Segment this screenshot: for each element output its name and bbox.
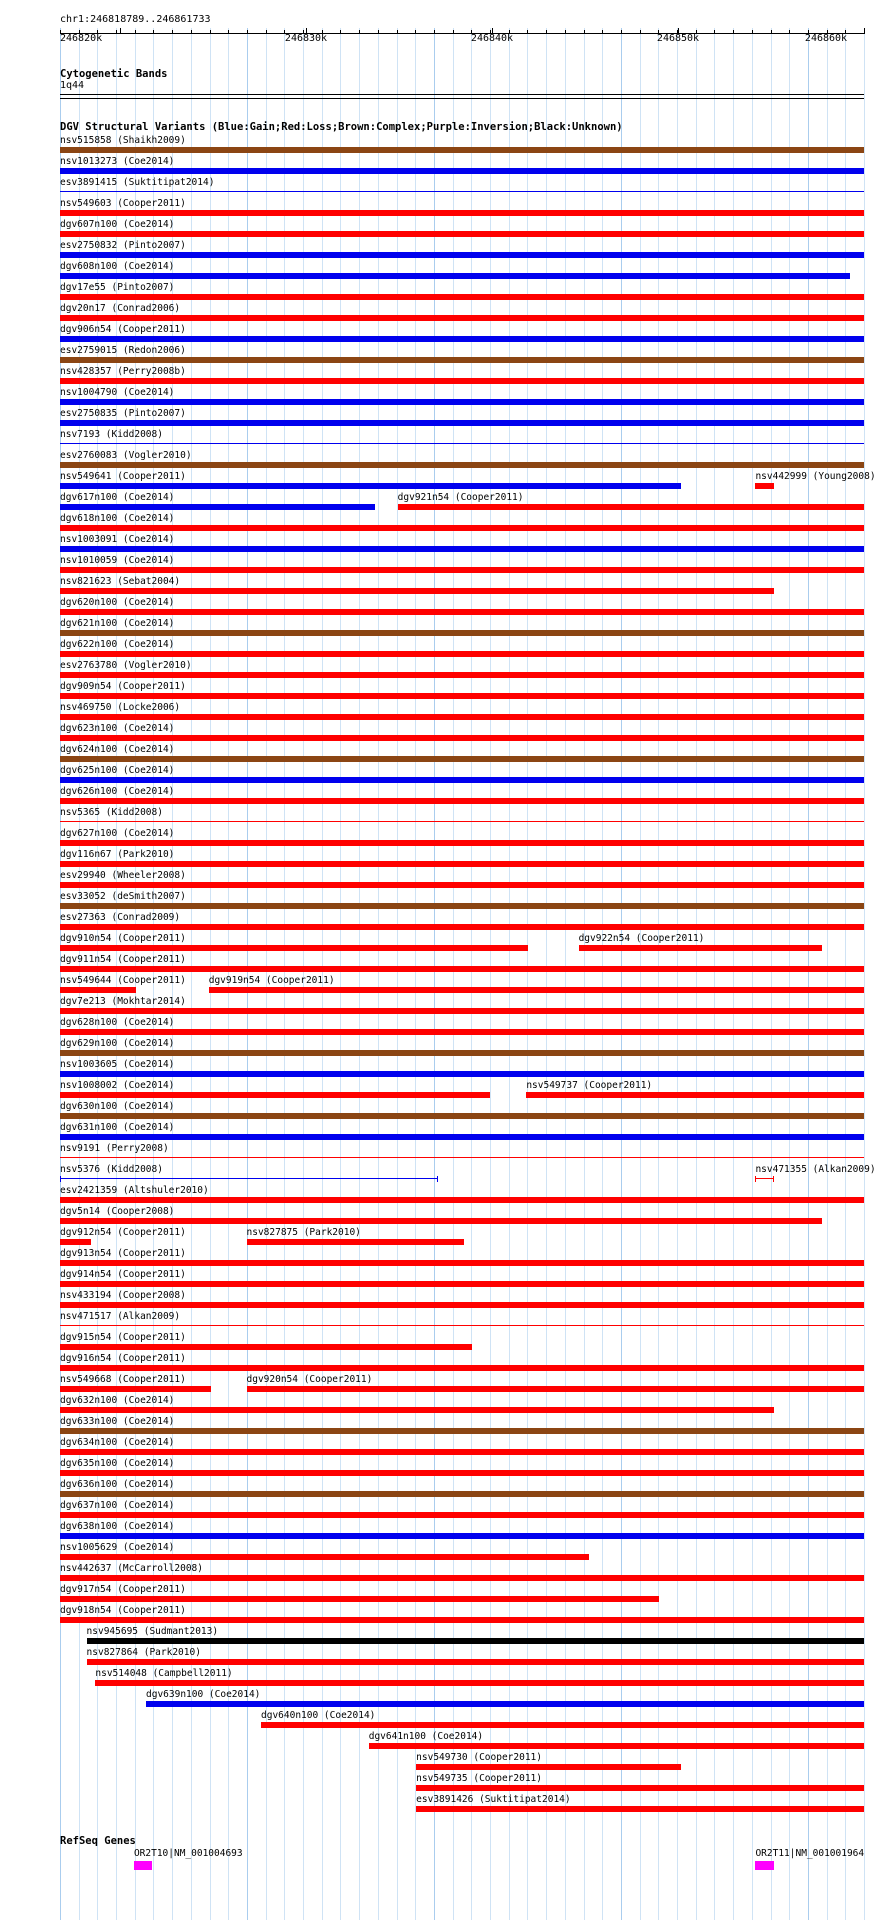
variant-label[interactable]: dgv912n54 (Cooper2011) (60, 1227, 186, 1238)
variant-label[interactable]: dgv636n100 (Coe2014) (60, 1479, 175, 1490)
ruler-tick (733, 30, 734, 34)
grid-line (527, 28, 528, 1920)
variant-label[interactable]: nsv549737 (Cooper2011) (526, 1080, 653, 1091)
variant-bar[interactable] (60, 798, 864, 804)
variant-label[interactable]: dgv640n100 (Coe2014) (261, 1710, 376, 1721)
variant-bar[interactable] (60, 378, 864, 384)
variant-label[interactable]: esv3891426 (Suktitipat2014) (416, 1794, 571, 1805)
variant-label[interactable]: dgv633n100 (Coe2014) (60, 1416, 175, 1427)
variant-label[interactable]: dgv626n100 (Coe2014) (60, 786, 175, 797)
variant-label[interactable]: dgv918n54 (Cooper2011) (60, 1605, 186, 1616)
variant-bar[interactable] (60, 735, 864, 741)
ruler-tick (640, 30, 641, 34)
variant-label[interactable]: dgv632n100 (Coe2014) (60, 1395, 175, 1406)
grid-line (397, 28, 398, 1920)
variant-label[interactable]: nsv549641 (Cooper2011) (60, 471, 186, 482)
variant-bar[interactable] (60, 945, 528, 951)
grid-line (827, 28, 828, 1920)
variant-bar[interactable] (60, 651, 864, 657)
ruler-tick (771, 30, 772, 34)
variant-label[interactable]: nsv821623 (Sebat2004) (60, 576, 181, 587)
grid-line (864, 28, 865, 1920)
variant-bar[interactable] (60, 1407, 774, 1413)
variant-label[interactable]: dgv922n54 (Cooper2011) (578, 933, 705, 944)
variant-bar[interactable] (755, 483, 773, 489)
ruler-tick (546, 30, 547, 34)
variant-bar[interactable] (60, 483, 681, 489)
cytoband-line (60, 94, 864, 95)
variant-bar[interactable] (60, 609, 864, 615)
grid-line (378, 28, 379, 1920)
variant-bar[interactable] (416, 1806, 864, 1812)
variant-bar[interactable] (60, 630, 864, 636)
variant-label[interactable]: dgv7e213 (Mokhtar2014) (60, 996, 186, 1007)
variant-label[interactable]: nsv549735 (Cooper2011) (416, 1773, 543, 1784)
variant-bar[interactable] (416, 1764, 681, 1770)
variant-label[interactable]: nsv1008002 (Coe2014) (60, 1080, 175, 1091)
ruler-tick-label: 246840k (470, 33, 514, 44)
variant-bar[interactable] (247, 1386, 864, 1392)
variant-bar[interactable] (60, 1554, 589, 1560)
dgv-track-title: DGV Structural Variants (Blue:Gain;Red:Loss;Brown:Complex;Purple:Inversion;Black:Unknown) (60, 121, 623, 133)
variant-end-tick (773, 1176, 774, 1182)
variant-bar[interactable] (209, 987, 864, 993)
ruler-tick (378, 30, 379, 34)
ruler-tick (752, 30, 753, 34)
ruler-tick (415, 30, 416, 34)
variant-bar[interactable] (60, 525, 864, 531)
gene-label[interactable]: OR2T10|NM_001004693 (133, 1848, 243, 1859)
ruler-major-tick (864, 28, 865, 34)
variant-label[interactable]: nsv1010059 (Coe2014) (60, 555, 175, 566)
variant-label[interactable]: nsv471517 (Alkan2009) (60, 1311, 181, 1322)
variant-bar[interactable] (60, 588, 774, 594)
variant-label[interactable]: dgv5n14 (Cooper2008) (60, 1206, 175, 1217)
grid-line (247, 28, 248, 1920)
variant-bar[interactable] (60, 903, 864, 909)
variant-bar[interactable] (60, 1617, 864, 1623)
grid-line (228, 28, 229, 1920)
ruler-tick (340, 30, 341, 34)
variant-bar[interactable] (416, 1785, 864, 1791)
grid-line (677, 28, 678, 1920)
variant-label[interactable]: nsv428357 (Perry2008b) (60, 366, 186, 377)
variant-bar[interactable] (60, 1386, 211, 1392)
variant-label[interactable]: dgv620n100 (Coe2014) (60, 597, 175, 608)
variant-label[interactable]: esv33052 (deSmith2007) (60, 891, 186, 902)
variant-bar[interactable] (60, 1428, 864, 1434)
variant-bar[interactable] (60, 462, 864, 468)
variant-bar[interactable] (60, 1344, 472, 1350)
variant-bar[interactable] (60, 443, 864, 444)
gene-label[interactable]: OR2T11|NM_001001964 (755, 1848, 865, 1859)
variant-bar[interactable] (60, 336, 864, 342)
variant-label[interactable]: nsv5365 (Kidd2008) (60, 807, 163, 818)
variant-end-tick (755, 1176, 756, 1182)
grid-line (789, 28, 790, 1920)
ruler-tick-label: 246860k (804, 33, 848, 44)
variant-label[interactable]: nsv5376 (Kidd2008) (60, 1164, 163, 1175)
grid-line (714, 28, 715, 1920)
variant-bar[interactable] (60, 966, 864, 972)
variant-label[interactable]: nsv1003091 (Coe2014) (60, 534, 175, 545)
variant-end-tick (437, 1176, 438, 1182)
variant-bar[interactable] (60, 1008, 864, 1014)
grid-line (471, 28, 472, 1920)
variant-bar[interactable] (60, 1239, 91, 1245)
variant-label[interactable]: dgv638n100 (Coe2014) (60, 1521, 175, 1532)
variant-bar[interactable] (60, 273, 850, 279)
variant-label[interactable]: esv2750835 (Pinto2007) (60, 408, 186, 419)
ruler-tick (135, 30, 136, 34)
variant-label[interactable]: nsv433194 (Cooper2008) (60, 1290, 186, 1301)
variant-label[interactable]: esv29940 (Wheeler2008) (60, 870, 186, 881)
variant-bar[interactable] (261, 1722, 864, 1728)
variant-label[interactable]: dgv637n100 (Coe2014) (60, 1500, 175, 1511)
grid-line (490, 28, 491, 1920)
ruler-tick-label: 246820k (60, 33, 103, 44)
variant-label[interactable]: nsv549668 (Cooper2011) (60, 1374, 186, 1385)
variant-bar[interactable] (579, 945, 823, 951)
variant-label[interactable]: dgv913n54 (Cooper2011) (60, 1248, 186, 1259)
variant-label[interactable]: nsv945695 (Sudmant2013) (86, 1626, 219, 1637)
grid-line (284, 28, 285, 1920)
variant-bar[interactable] (60, 1071, 864, 1077)
grid-line (845, 28, 846, 1920)
variant-bar[interactable] (60, 1281, 864, 1287)
grid-line (584, 28, 585, 1920)
cytoband-track-title: Cytogenetic Bands (60, 68, 168, 80)
variant-bar[interactable] (60, 714, 864, 720)
ruler-tick (453, 30, 454, 34)
variant-bar[interactable] (60, 1575, 864, 1581)
variant-bar[interactable] (60, 1113, 864, 1119)
variant-label[interactable]: dgv624n100 (Coe2014) (60, 744, 175, 755)
variant-bar[interactable] (60, 1197, 864, 1203)
grid-line (546, 28, 547, 1920)
cytoband-label: 1q44 (60, 80, 85, 91)
variant-bar[interactable] (60, 1157, 864, 1158)
variant-label[interactable]: dgv641n100 (Coe2014) (368, 1731, 484, 1742)
grid-line (640, 28, 641, 1920)
variant-label[interactable]: nsv827875 (Park2010) (246, 1227, 361, 1238)
variant-bar[interactable] (60, 357, 864, 363)
grid-line (453, 28, 454, 1920)
variant-bar[interactable] (60, 1134, 864, 1140)
variant-bar[interactable] (60, 1533, 864, 1539)
variant-label[interactable]: dgv917n54 (Cooper2011) (60, 1584, 186, 1595)
ruler-major-tick (120, 28, 121, 34)
variant-bar[interactable] (60, 504, 375, 510)
variant-label[interactable]: dgv607n100 (Coe2014) (60, 219, 175, 230)
variant-bar[interactable] (60, 1470, 864, 1476)
variant-label[interactable]: dgv639n100 (Coe2014) (146, 1689, 261, 1700)
variant-label[interactable]: nsv469750 (Locke2006) (60, 702, 181, 713)
variant-label[interactable]: dgv920n54 (Cooper2011) (246, 1374, 373, 1385)
variant-label[interactable]: nsv442999 (Young2008) (755, 471, 876, 482)
variant-label[interactable]: nsv549730 (Cooper2011) (416, 1752, 543, 1763)
variant-label[interactable]: dgv20n17 (Conrad2006) (60, 303, 181, 314)
grid-line (509, 28, 510, 1920)
variant-label[interactable]: dgv628n100 (Coe2014) (60, 1017, 175, 1028)
variant-bar[interactable] (60, 1050, 864, 1056)
variant-label[interactable]: dgv622n100 (Coe2014) (60, 639, 175, 650)
variant-bar[interactable] (60, 882, 864, 888)
variant-label[interactable]: nsv1005629 (Coe2014) (60, 1542, 175, 1553)
variant-bar[interactable] (87, 1638, 864, 1644)
ruler-tick-label: 246830k (284, 33, 328, 44)
variant-label[interactable]: dgv623n100 (Coe2014) (60, 723, 175, 734)
grid-line (771, 28, 772, 1920)
variant-bar[interactable] (60, 1218, 822, 1224)
variant-bar[interactable] (60, 315, 864, 321)
variant-bar[interactable] (60, 924, 864, 930)
variant-bar[interactable] (60, 1325, 864, 1326)
variant-label[interactable]: dgv915n54 (Cooper2011) (60, 1332, 186, 1343)
ruler-tick (584, 30, 585, 34)
grid-line (602, 28, 603, 1920)
variant-bar[interactable] (60, 840, 864, 846)
variant-label[interactable]: dgv617n100 (Coe2014) (60, 492, 175, 503)
gene-feature[interactable] (755, 1861, 773, 1870)
variant-bar[interactable] (60, 987, 136, 993)
variant-bar[interactable] (60, 1302, 864, 1308)
grid-line (621, 28, 622, 1920)
variant-label[interactable]: nsv515858 (Shaikh2009) (60, 135, 186, 146)
ruler-tick (621, 30, 622, 34)
variant-label[interactable]: nsv549644 (Cooper2011) (60, 975, 186, 986)
variant-label[interactable]: dgv621n100 (Coe2014) (60, 618, 175, 629)
grid-line (303, 28, 304, 1920)
variant-label[interactable]: dgv906n54 (Cooper2011) (60, 324, 186, 335)
variant-label[interactable]: dgv911n54 (Cooper2011) (60, 954, 186, 965)
variant-bar[interactable] (60, 294, 864, 300)
grid-line (658, 28, 659, 1920)
grid-line (322, 28, 323, 1920)
cytoband-line-2 (60, 98, 864, 99)
coordinate-label: chr1:246818789..246861733 (60, 14, 211, 25)
grid-line (565, 28, 566, 1920)
ruler-tick (153, 30, 154, 34)
variant-bar[interactable] (60, 821, 864, 822)
variant-label[interactable]: dgv116n67 (Park2010) (60, 849, 175, 860)
variant-label[interactable]: dgv910n54 (Cooper2011) (60, 933, 186, 944)
variant-bar[interactable] (60, 210, 864, 216)
ruler-tick (789, 30, 790, 34)
ruler-tick (210, 30, 211, 34)
variant-label[interactable]: dgv608n100 (Coe2014) (60, 261, 175, 272)
variant-bar[interactable] (146, 1701, 864, 1707)
variant-bar[interactable] (60, 1449, 864, 1455)
ruler-line (60, 33, 864, 34)
variant-label[interactable]: esv27363 (Conrad2009) (60, 912, 181, 923)
variant-bar[interactable] (60, 1029, 864, 1035)
variant-bar[interactable] (60, 1491, 864, 1497)
variant-label[interactable]: nsv9191 (Perry2008) (60, 1143, 169, 1154)
grid-line (752, 28, 753, 1920)
variant-label[interactable]: dgv634n100 (Coe2014) (60, 1437, 175, 1448)
variant-bar[interactable] (369, 1743, 864, 1749)
grid-line (359, 28, 360, 1920)
variant-end-tick (60, 1176, 61, 1182)
grid-line (266, 28, 267, 1920)
variant-label[interactable]: dgv629n100 (Coe2014) (60, 1038, 175, 1049)
variant-label[interactable]: esv2750832 (Pinto2007) (60, 240, 186, 251)
ruler-tick (172, 30, 173, 34)
grid-line (434, 28, 435, 1920)
variant-bar[interactable] (60, 168, 864, 174)
variant-label[interactable]: esv3891415 (Suktitipat2014) (60, 177, 215, 188)
variant-label[interactable]: dgv618n100 (Coe2014) (60, 513, 175, 524)
ruler-tick (602, 30, 603, 34)
grid-line (808, 28, 809, 1920)
variant-label[interactable]: dgv914n54 (Cooper2011) (60, 1269, 186, 1280)
variant-label[interactable]: dgv630n100 (Coe2014) (60, 1101, 175, 1112)
variant-bar[interactable] (755, 1178, 773, 1179)
variant-label[interactable]: esv2421359 (Altshuler2010) (60, 1185, 209, 1196)
variant-label[interactable]: esv2763780 (Vogler2010) (60, 660, 192, 671)
variant-label[interactable]: dgv625n100 (Coe2014) (60, 765, 175, 776)
variant-bar[interactable] (60, 1512, 864, 1518)
grid-line (415, 28, 416, 1920)
variant-bar[interactable] (60, 546, 864, 552)
variant-label[interactable]: esv2760083 (Vogler2010) (60, 450, 192, 461)
variant-label[interactable]: dgv921n54 (Cooper2011) (397, 492, 524, 503)
refseq-track-title: RefSeq Genes (60, 1835, 136, 1847)
ruler-tick (191, 30, 192, 34)
variant-bar[interactable] (60, 420, 864, 426)
variant-bar[interactable] (60, 861, 864, 867)
variant-bar[interactable] (60, 147, 864, 153)
variant-bar[interactable] (87, 1659, 864, 1665)
variant-label[interactable]: nsv7193 (Kidd2008) (60, 429, 163, 440)
variant-bar[interactable] (60, 1596, 659, 1602)
ruler-tick (116, 30, 117, 34)
variant-label[interactable]: nsv1004790 (Coe2014) (60, 387, 175, 398)
variant-label[interactable]: nsv514048 (Campbell2011) (95, 1668, 233, 1679)
variant-bar[interactable] (60, 191, 864, 192)
variant-bar[interactable] (398, 504, 864, 510)
variant-bar[interactable] (60, 399, 864, 405)
grid-line (696, 28, 697, 1920)
variant-bar[interactable] (60, 672, 864, 678)
variant-label[interactable]: nsv442637 (McCarroll2008) (60, 1563, 203, 1574)
ruler-tick (565, 30, 566, 34)
variant-bar[interactable] (95, 1680, 864, 1686)
variant-bar[interactable] (60, 567, 864, 573)
variant-label[interactable]: nsv827864 (Park2010) (86, 1647, 201, 1658)
variant-bar[interactable] (60, 231, 864, 237)
ruler-tick-label: 246850k (656, 33, 700, 44)
ruler-tick (359, 30, 360, 34)
variant-bar[interactable] (60, 777, 864, 783)
variant-label[interactable]: esv2759015 (Redon2006) (60, 345, 186, 356)
variant-label[interactable]: nsv1013273 (Coe2014) (60, 156, 175, 167)
gene-feature[interactable] (134, 1861, 152, 1870)
variant-bar[interactable] (60, 252, 864, 258)
variant-bar[interactable] (60, 693, 864, 699)
variant-label[interactable]: dgv635n100 (Coe2014) (60, 1458, 175, 1469)
variant-bar[interactable] (60, 1260, 864, 1266)
ruler-tick (247, 30, 248, 34)
grid-line (733, 28, 734, 1920)
variant-label[interactable]: dgv909n54 (Cooper2011) (60, 681, 186, 692)
variant-label[interactable]: nsv1003605 (Coe2014) (60, 1059, 175, 1070)
variant-bar[interactable] (247, 1239, 464, 1245)
variant-label[interactable]: dgv919n54 (Cooper2011) (208, 975, 335, 986)
ruler-tick (714, 30, 715, 34)
ruler-tick (527, 30, 528, 34)
variant-bar[interactable] (60, 1178, 438, 1179)
variant-label[interactable]: dgv916n54 (Cooper2011) (60, 1353, 186, 1364)
ruler-tick (434, 30, 435, 34)
ruler-tick (397, 30, 398, 34)
variant-label[interactable]: dgv631n100 (Coe2014) (60, 1122, 175, 1133)
variant-bar[interactable] (60, 1365, 864, 1371)
variant-bar[interactable] (60, 1092, 490, 1098)
variant-label[interactable]: nsv471355 (Alkan2009) (755, 1164, 876, 1175)
variant-label[interactable]: dgv627n100 (Coe2014) (60, 828, 175, 839)
variant-label[interactable]: dgv17e55 (Pinto2007) (60, 282, 175, 293)
ruler-tick (228, 30, 229, 34)
variant-bar[interactable] (526, 1092, 864, 1098)
grid-line (340, 28, 341, 1920)
variant-bar[interactable] (60, 756, 864, 762)
ruler-tick (266, 30, 267, 34)
variant-label[interactable]: nsv549603 (Cooper2011) (60, 198, 186, 209)
